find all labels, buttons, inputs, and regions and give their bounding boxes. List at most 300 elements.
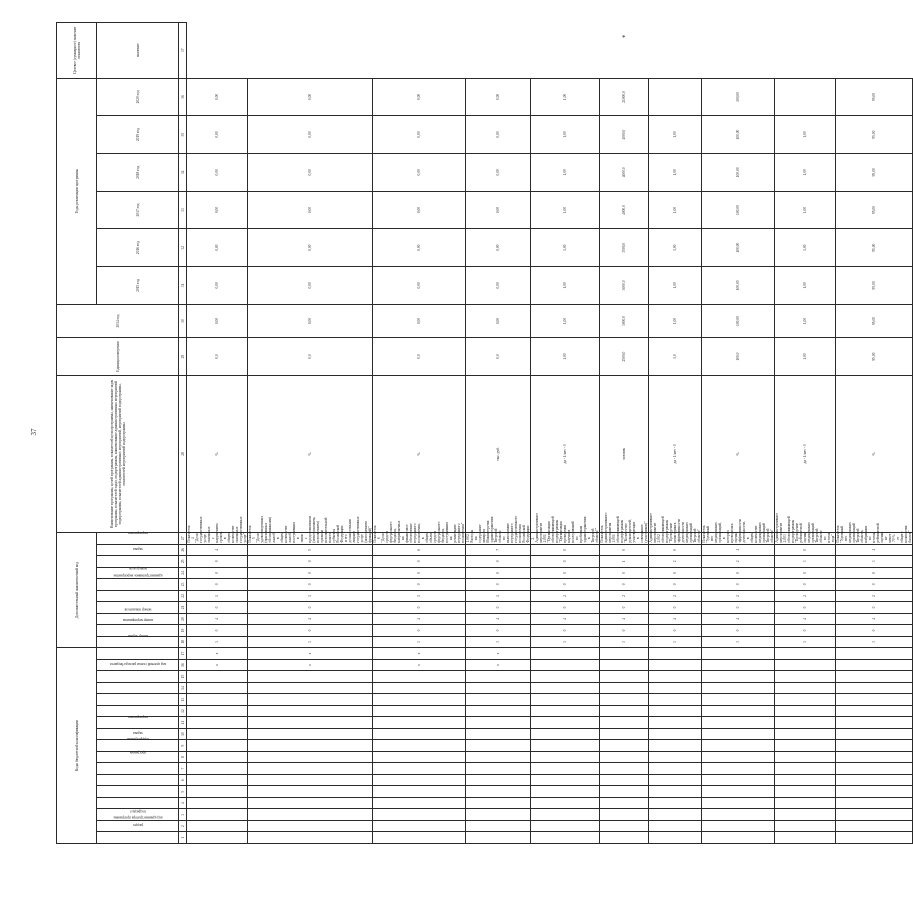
code-cell: 1 (187, 590, 248, 602)
code-subheader-17 (97, 648, 179, 660)
code-cell: 0 (649, 544, 702, 556)
year-value: 1,00 (775, 229, 836, 267)
code-cell: 2 (702, 590, 775, 602)
table-row (531, 23, 600, 844)
code-cell (248, 832, 373, 844)
code-cell (836, 705, 913, 717)
code-cell: 2 (649, 556, 702, 568)
column-number: 7 (179, 763, 187, 775)
code-cell (248, 774, 373, 786)
code-cell: 0 (466, 602, 531, 614)
code-subheader-label: административное мероприятие (112, 573, 163, 578)
value-2014: 0,0 (248, 338, 373, 376)
code-cell: 4 (466, 613, 531, 625)
target-value-cell: 0,00 (466, 78, 531, 116)
code-cell (836, 671, 913, 683)
code-cell (248, 694, 373, 706)
code-cell (373, 832, 466, 844)
corner-mark: * (622, 34, 626, 42)
code-cell (702, 809, 775, 821)
code-cell (531, 648, 600, 660)
year-2014-header: 2014 год (57, 304, 179, 338)
indicator-description: Показатель административного мероприятия 2.001 обеспечивающей подпрограммы "Количество руководителей, участвующих в совещаниях (участников)" (600, 512, 648, 543)
code-cell (187, 751, 248, 763)
code-cell: 3 (373, 636, 466, 648)
code-cell: x (373, 648, 466, 660)
unit-cell: тыс. руб. (466, 375, 531, 532)
code-cell (531, 763, 600, 775)
year-value: 0,00 (248, 116, 373, 154)
code-cell (649, 786, 702, 798)
code-cell (248, 797, 373, 809)
code-cell (775, 751, 836, 763)
column-number: 25 (179, 556, 187, 568)
code-cell: 3 (836, 556, 913, 568)
target-value-cell: 95,00 (836, 78, 913, 116)
code-cell (649, 809, 702, 821)
column-number: 31 (179, 267, 187, 305)
code-cell (649, 820, 702, 832)
code-cell: 3 (600, 636, 649, 648)
code-cell: 0 (649, 625, 702, 637)
indicator-description: Показатель 6 "Доля средств федерального бюджета, направляемых на финансовое обеспечение переданного полномочия, в общем объеме средств федерального бюджета, поступивших на реализацию переданного полномочия" (373, 520, 465, 543)
code-subheader-label: номер задачи (127, 634, 148, 639)
code-cell (531, 809, 600, 821)
year-subheader: 2015 год (97, 267, 179, 305)
code-cell: 3 (649, 636, 702, 648)
code-cell: 0 (702, 579, 775, 591)
value-2014: 0,0 (373, 338, 466, 376)
year-subheader: 2016 год (97, 229, 179, 267)
code-cell (373, 717, 466, 729)
year-subheader: 2018 год (97, 153, 179, 191)
year-value: 1,00 (649, 153, 702, 191)
code-cell (187, 774, 248, 786)
code-cell (248, 820, 373, 832)
code-cell: 1 (702, 544, 775, 556)
unit-header: Единица измерения (57, 338, 179, 376)
code-cell (248, 705, 373, 717)
code-cell: 4 (600, 613, 649, 625)
year-value: 0,00 (466, 153, 531, 191)
code-subheader-9 (97, 736, 179, 752)
value-2014: 0,0 (466, 338, 531, 376)
code-cell: x (248, 659, 373, 671)
code-cell: 0 (702, 602, 775, 614)
code-cell (702, 671, 775, 683)
table-row (836, 23, 913, 844)
code-subheader-label: раздел (132, 823, 143, 828)
year-value: 0,00 (248, 229, 373, 267)
year-value: 100,00 (702, 153, 775, 191)
column-number: 28 (179, 375, 187, 532)
code-cell: 2 (600, 590, 649, 602)
year-value: 3000,0 (600, 304, 649, 338)
year-value: 1,00 (531, 191, 600, 229)
indicator-description: 1.002 Расходы на содержание аппарата Министерства здравоохранения Тверской области по выполнению переданного государственного полномочия Российской Федерации (466, 515, 530, 543)
year-value: 0,00 (466, 267, 531, 305)
code-cell (836, 809, 913, 821)
code-cell (187, 717, 248, 729)
code-cell: x (466, 648, 531, 660)
year-subheader: 2020 год (97, 78, 179, 116)
target-value-cell: 0,00 (373, 78, 466, 116)
column-number: 18 (179, 636, 187, 648)
year-value: 1,00 (649, 229, 702, 267)
code-cell: 0 (600, 602, 649, 614)
code-cell (775, 648, 836, 660)
year-value: 100,00 (702, 229, 775, 267)
column-number: 36 (179, 78, 187, 116)
code-cell (702, 832, 775, 844)
year-value: 1,00 (531, 153, 600, 191)
code-cell: 0 (373, 625, 466, 637)
code-cell (836, 820, 913, 832)
code-cell: 4 (248, 613, 373, 625)
year-value: 4000,0 (600, 191, 649, 229)
year-value: 1,00 (649, 304, 702, 338)
code-cell (187, 694, 248, 706)
code-cell: 0 (466, 625, 531, 637)
column-number: 24 (179, 567, 187, 579)
table-row (702, 23, 775, 844)
code-cell: 0 (187, 556, 248, 568)
code-cell: 4 (373, 613, 466, 625)
code-cell: 0 (373, 579, 466, 591)
code-cell (600, 774, 649, 786)
rotated-table-container (56, 22, 912, 844)
code-cell (248, 786, 373, 798)
code-cell (466, 705, 531, 717)
code-cell: 0 (248, 579, 373, 591)
code-subheader-label: программа (129, 751, 146, 756)
code-cell (702, 751, 775, 763)
code-cell (836, 648, 913, 660)
code-cell: 2 (702, 556, 775, 568)
unit-cell: % (187, 375, 248, 532)
year-value: 95,00 (836, 191, 913, 229)
code-cell (248, 763, 373, 775)
code-cell (187, 671, 248, 683)
table-row (649, 23, 702, 844)
year-value: 0,00 (373, 153, 466, 191)
code-cell (187, 728, 248, 740)
code-cell (187, 682, 248, 694)
code-cell: 0 (600, 544, 649, 556)
code-cell: 0 (531, 544, 600, 556)
code-cell: 4 (649, 613, 702, 625)
code-cell: 4 (187, 544, 248, 556)
code-cell (248, 682, 373, 694)
code-cell (836, 774, 913, 786)
code-cell: 1 (373, 590, 466, 602)
code-cell (466, 797, 531, 809)
column-number: 10 (179, 728, 187, 740)
code-cell (466, 751, 531, 763)
column-number: 9 (179, 740, 187, 752)
code-cell (248, 671, 373, 683)
code-subheader-label: подраздел (129, 809, 146, 814)
year-value: 1,00 (775, 191, 836, 229)
code-cell: 1 (836, 544, 913, 556)
code-cell (649, 763, 702, 775)
column-number: 12 (179, 705, 187, 717)
table-row (373, 23, 466, 844)
code-cell (531, 832, 600, 844)
code-subheader-label: номер показателя (124, 607, 151, 612)
code-subheader-label: код целевой статьи расхода бюджета (109, 662, 166, 667)
code-cell (702, 820, 775, 832)
year-value: 0,00 (466, 229, 531, 267)
year-value: 0,00 (248, 153, 373, 191)
value-2014: 1,00 (531, 338, 600, 376)
code-cell (373, 786, 466, 798)
code-cell (836, 786, 913, 798)
column-number: 37 (179, 23, 187, 79)
code-cell (187, 832, 248, 844)
code-cell (600, 797, 649, 809)
code-cell (836, 740, 913, 752)
code-subheader-label: задача (132, 731, 143, 736)
code-cell: 0 (600, 567, 649, 579)
years-group-header: Годы реализации программы (57, 78, 97, 304)
code-cell: 3 (775, 556, 836, 568)
unit-cell: человек (600, 375, 649, 532)
code-cell (373, 797, 466, 809)
code-cell (600, 832, 649, 844)
code-cell (600, 648, 649, 660)
code-cell (466, 774, 531, 786)
code-cell (775, 820, 836, 832)
year-value: 100,00 (702, 116, 775, 154)
value-2014: 100,0 (702, 338, 775, 376)
code-cell (466, 809, 531, 821)
code-subheader-6 (97, 774, 179, 786)
code-cell: 0 (373, 602, 466, 614)
year-value: 1,00 (775, 304, 836, 338)
code-cell (775, 786, 836, 798)
code-cell: 4 (187, 613, 248, 625)
column-number: 34 (179, 153, 187, 191)
code-cell (600, 751, 649, 763)
code-subheader-7 (97, 763, 179, 775)
target-value-cell (649, 78, 702, 116)
column-number: 4 (179, 797, 187, 809)
code-cell: 1 (600, 556, 649, 568)
code-cell: 3 (702, 636, 775, 648)
code-cell (466, 786, 531, 798)
column-number: 35 (179, 116, 187, 154)
code-cell (775, 763, 836, 775)
code-cell (187, 820, 248, 832)
code-cell (531, 797, 600, 809)
target-value-cell: 21000,0 (600, 78, 649, 116)
code-cell (373, 740, 466, 752)
indicator-description: 2. Административное мероприятие 2.001 "Организация обеспечивающей подпрограммы "Организация проведения научных исследований по проблемам здравоохранения в Тверской области"" (531, 513, 599, 543)
year-value: 1,00 (531, 304, 600, 338)
table-row (187, 23, 248, 844)
code-cell: 7 (466, 544, 531, 556)
target-value-cell: 100,00 (702, 78, 775, 116)
column-number: 3 (179, 809, 187, 821)
code-cell (531, 671, 600, 683)
year-value: 0,00 (187, 116, 248, 154)
year-subheader: 2019 год (97, 116, 179, 154)
code-cell (775, 694, 836, 706)
code-cell: 0 (373, 567, 466, 579)
year-value: 0,00 (466, 304, 531, 338)
code-subheader-13 (97, 694, 179, 706)
code-cell (836, 682, 913, 694)
column-number: 13 (179, 694, 187, 706)
column-number: 23 (179, 579, 187, 591)
code-cell: 2 (531, 590, 600, 602)
column-number-row (179, 23, 187, 844)
unit-cell: % (248, 375, 373, 532)
code-cell (531, 820, 600, 832)
year-value: 0,00 (187, 229, 248, 267)
value-2014: 1,0 (649, 338, 702, 376)
year-value: 1,00 (531, 267, 600, 305)
column-number: 5 (179, 786, 187, 798)
target-group-header: Целевое (суммарное) значение показателя (57, 23, 97, 79)
code-cell (836, 694, 913, 706)
target-value-cell: 0,00 (248, 78, 373, 116)
code-cell (373, 763, 466, 775)
code-cell: 2 (836, 590, 913, 602)
code-cell (836, 797, 913, 809)
year-value: 1,00 (649, 267, 702, 305)
year-value: 100,00 (702, 191, 775, 229)
indicator-description: Административное мероприятие 2.002 обеспечивающей подпрограммы "Проведение мониторинга эффективности деятельности медицинских организаций Тверской области" (649, 513, 701, 543)
target-value-cell (775, 78, 836, 116)
code-cell: 4 (702, 613, 775, 625)
code-cell: x (466, 659, 531, 671)
code-cell (373, 751, 466, 763)
code-cell: 0 (775, 579, 836, 591)
code-cell: 0 (373, 556, 466, 568)
year-value: 0,00 (187, 191, 248, 229)
code-cell (649, 740, 702, 752)
code-cell (466, 682, 531, 694)
code-cell (531, 717, 600, 729)
column-number: 32 (179, 229, 187, 267)
year-value: 1,00 (775, 116, 836, 154)
code-subheader-label: номер цели (128, 566, 147, 571)
year-subheader: 2017 год (97, 191, 179, 229)
code-cell (248, 728, 373, 740)
code-cell (466, 820, 531, 832)
program-indicators-table (56, 22, 913, 844)
code-cell (775, 682, 836, 694)
unit-cell: % (836, 375, 913, 532)
code-cell: 0 (836, 579, 913, 591)
code-cell: 0 (836, 567, 913, 579)
code-cell: 0 (649, 602, 702, 614)
year-value: 100,00 (702, 304, 775, 338)
year-value: 0,00 (373, 191, 466, 229)
code-cell: 2 (649, 590, 702, 602)
code-cell (466, 694, 531, 706)
code-cell (649, 832, 702, 844)
code-cell (649, 659, 702, 671)
code-cell (702, 717, 775, 729)
code-cell: 0 (466, 567, 531, 579)
code-cell: 0 (836, 602, 913, 614)
code-cell (836, 728, 913, 740)
code-cell: 0 (248, 556, 373, 568)
code-cell: 0 (466, 579, 531, 591)
column-number: 30 (179, 304, 187, 338)
table-row (466, 23, 531, 844)
code-cell: 0 (187, 625, 248, 637)
table-row (775, 23, 836, 844)
code-cell (702, 659, 775, 671)
code-cell: 2 (775, 590, 836, 602)
code-cell: x (187, 648, 248, 660)
code-subheader-18 (97, 636, 179, 648)
unit-cell: да - 1/нет - 0 (649, 375, 702, 532)
code-cell: 0 (531, 567, 600, 579)
code-cell (600, 786, 649, 798)
year-value: 95,00 (836, 267, 913, 305)
code-cell (600, 682, 649, 694)
code-cell (649, 797, 702, 809)
code-cell (187, 763, 248, 775)
indicator-description: Показатель "Удельный вес медицинских организаций, в которых проводилась оценка эффективности деятельности, в общем количестве медицинских организаций Тверской области" (702, 519, 774, 543)
code-cell (836, 717, 913, 729)
code-subheader-label: мероприятие (127, 530, 148, 535)
year-value: 0,00 (373, 304, 466, 338)
year-value: 1,00 (531, 116, 600, 154)
code-cell (649, 751, 702, 763)
year-value: 0,00 (187, 267, 248, 305)
unit-cell: % (702, 375, 775, 532)
code-cell (702, 694, 775, 706)
code-cell (531, 705, 600, 717)
year-value: 3500,0 (600, 229, 649, 267)
code-cell (702, 786, 775, 798)
year-value: 0,00 (187, 304, 248, 338)
code-cell (466, 763, 531, 775)
code-cell (373, 820, 466, 832)
code-subheader-label: мероприятие (127, 714, 148, 719)
year-value: 3000,0 (600, 267, 649, 305)
code-cell: 1 (248, 590, 373, 602)
year-value: 1,00 (649, 116, 702, 154)
code-cell: 0 (248, 602, 373, 614)
year-value: 1,00 (775, 153, 836, 191)
code-cell (531, 751, 600, 763)
code-cell: 0 (531, 625, 600, 637)
column-number: 29 (179, 338, 187, 376)
code-cell (531, 694, 600, 706)
code-subheader-14 (97, 662, 179, 694)
code-cell (702, 740, 775, 752)
code-cell: 0 (600, 625, 649, 637)
code-cell (649, 774, 702, 786)
code-cell: 3 (187, 636, 248, 648)
code-cell: 3 (466, 636, 531, 648)
value-2014: 0,0 (187, 338, 248, 376)
code-cell: 3 (836, 636, 913, 648)
code-cell (373, 682, 466, 694)
indicator-description: Административное мероприятие 2.003 обеспечивающей подпрограммы "Проведение рейтинговой оценки медицинских организаций Тверской области по итогам года" (775, 513, 835, 543)
code-cell (649, 705, 702, 717)
column-number: 20 (179, 613, 187, 625)
year-value: 0,00 (248, 191, 373, 229)
code-cell (600, 659, 649, 671)
